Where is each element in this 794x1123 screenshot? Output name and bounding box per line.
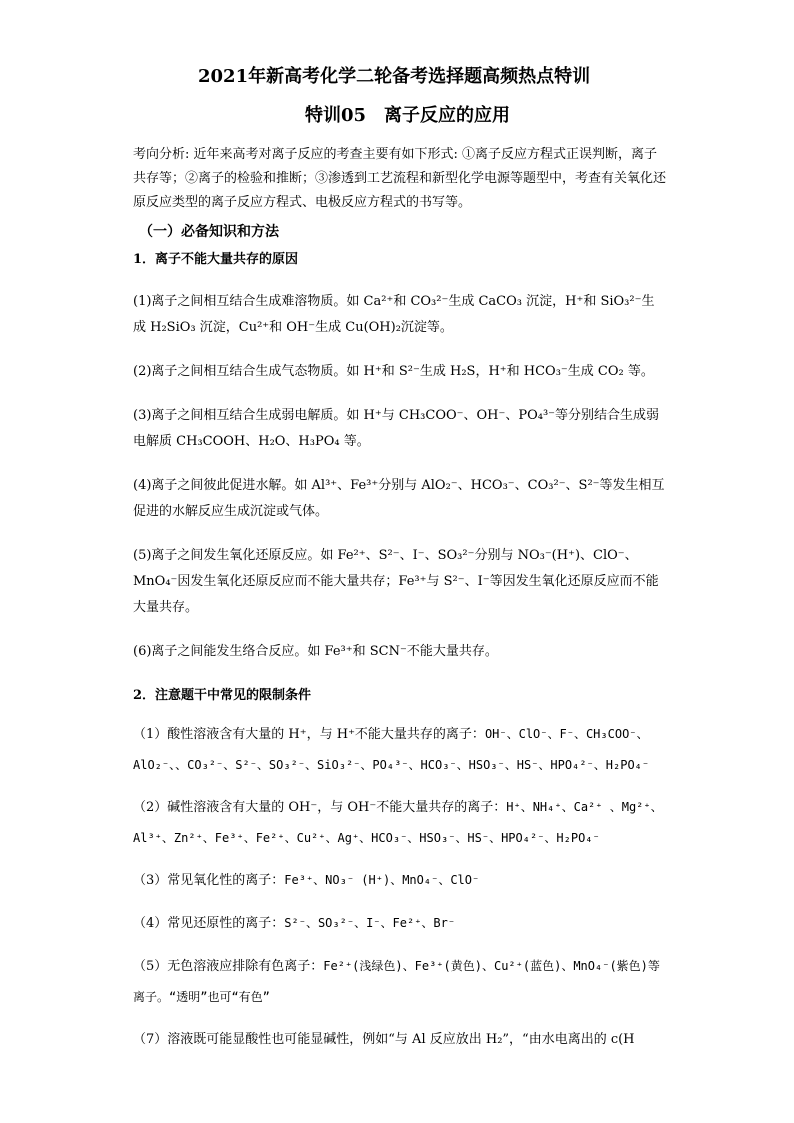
subsection-heading-2: 2．注意题干中常见的限制条件 <box>133 688 312 703</box>
condition-ions: S²⁻、SO₃²⁻、I⁻、Fe²⁺、Br⁻ <box>284 916 456 930</box>
reason-item-2: (2)离子之间相互结合生成气态物质。如 H⁺和 S²⁻生成 H₂S，H⁺和 HCO₃⁻生成 CO₂ 等。 <box>133 364 654 379</box>
document-title: 2021年新高考化学二轮备考选择题高频热点特训 <box>198 66 591 87</box>
condition-item-2 <box>133 792 666 853</box>
reason-item-3: (3)离子之间相互结合生成弱电解质。如 H⁺与 CH₃COO⁻、OH⁻、PO₄³⁻等分别结合生成弱电解质 CH₃COOH、H₂O、H₃PO₄ 等。 <box>133 408 660 449</box>
section-heading: （一）必备知识和方法 <box>139 224 279 240</box>
condition-label: （1）酸性溶液含有大量的 H⁺，与 H⁺不能大量共存的离子： <box>133 727 485 742</box>
document-body <box>133 143 666 1055</box>
condition-label: （2）碱性溶液含有大量的 OH⁻，与 OH⁻不能大量共存的离子： <box>133 800 507 815</box>
condition-ions: OH⁻、ClO⁻、F⁻、CH₃COO⁻、AlO₂⁻、、CO₃²⁻、S²⁻、SO₃²⁻、SiO₃²⁻、PO₄³⁻、HCO₃⁻、HSO₃⁻、HS⁻、HPO₄²⁻、H₂PO₄⁻ <box>133 727 650 772</box>
condition-ions: Fe³⁺、NO₃⁻ (H⁺)、MnO₄⁻、ClO⁻ <box>284 873 480 887</box>
condition-label: （5）无色溶液应排除有色离子： <box>133 959 324 974</box>
condition-item-3 <box>133 865 666 896</box>
subsection-heading-1: 1．离子不能大量共存的原因 <box>133 252 299 267</box>
condition-item-5 <box>133 951 666 1012</box>
reason-item-5: (5)离子之间发生氧化还原反应。如 Fe²⁺、S²⁻、I⁻、SO₃²⁻分别与 NO₃⁻(H⁺)、ClO⁻、MnO₄⁻因发生氧化还原反应而不能大量共存；Fe³⁺与 S²⁻、I⁻等因发生氧化还原反应而不能大量共存。 <box>133 548 659 615</box>
reason-item-1: (1)离子之间相互结合生成难溶物质。如 Ca²⁺和 CO₃²⁻生成 CaCO₃ 沉淀，H⁺和 SiO₃²⁻生成 H₂SiO₃ 沉淀，Cu²⁺和 OH⁻生成 Cu(OH)₂沉淀等。 <box>133 294 655 335</box>
condition-item-4 <box>133 908 666 939</box>
condition-ions: H⁺、NH₄⁺、Ca²⁺ 、Mg²⁺、Al³⁺、Zn²⁺、Fe³⁺、Fe²⁺、Cu²⁺、Ag⁺、HCO₃⁻、HSO₃⁻、HS⁻、HPO₄²⁻、H₂PO₄⁻ <box>133 800 663 845</box>
condition-label: （4）常见还原性的离子： <box>133 916 285 931</box>
condition-label: （3）常见氧化性的离子： <box>133 873 285 888</box>
reason-item-6: (6)离子之间能发生络合反应。如 Fe³⁺和 SCN⁻不能大量共存。 <box>133 644 498 659</box>
condition-ions: Fe²⁺(浅绿色)、Fe³⁺(黄色)、Cu²⁺(蓝色)、MnO₄⁻(紫色)等离子。“透明”也可“有色” <box>133 959 660 1004</box>
condition-item-7 <box>133 1024 666 1055</box>
condition-item-1 <box>133 719 666 780</box>
reason-item-4: (4)离子之间彼此促进水解。如 Al³⁺、Fe³⁺分别与 AlO₂⁻、HCO₃⁻、CO₃²⁻、S²⁻等发生相互促进的水解反应生成沉淀或气体。 <box>133 478 665 519</box>
document-subtitle: 特训05 离子反应的应用 <box>305 105 511 126</box>
condition-label: （7）溶液既可能显酸性也可能显碱性，例如“与 Al 反应放出 H₂”，“由水电离出的 c(H <box>133 1032 635 1047</box>
intro-paragraph: 考向分析: 近年来高考对离子反应的考查主要有如下形式: ①离子反应方程式正误判断，离子共存等；②离子的检验和推断；③渗透到工艺流程和新型化学电源等题型中，考查有关氧化还原反应类型的离子反应方程式、电极反应方程式的书写等。 <box>133 147 667 210</box>
